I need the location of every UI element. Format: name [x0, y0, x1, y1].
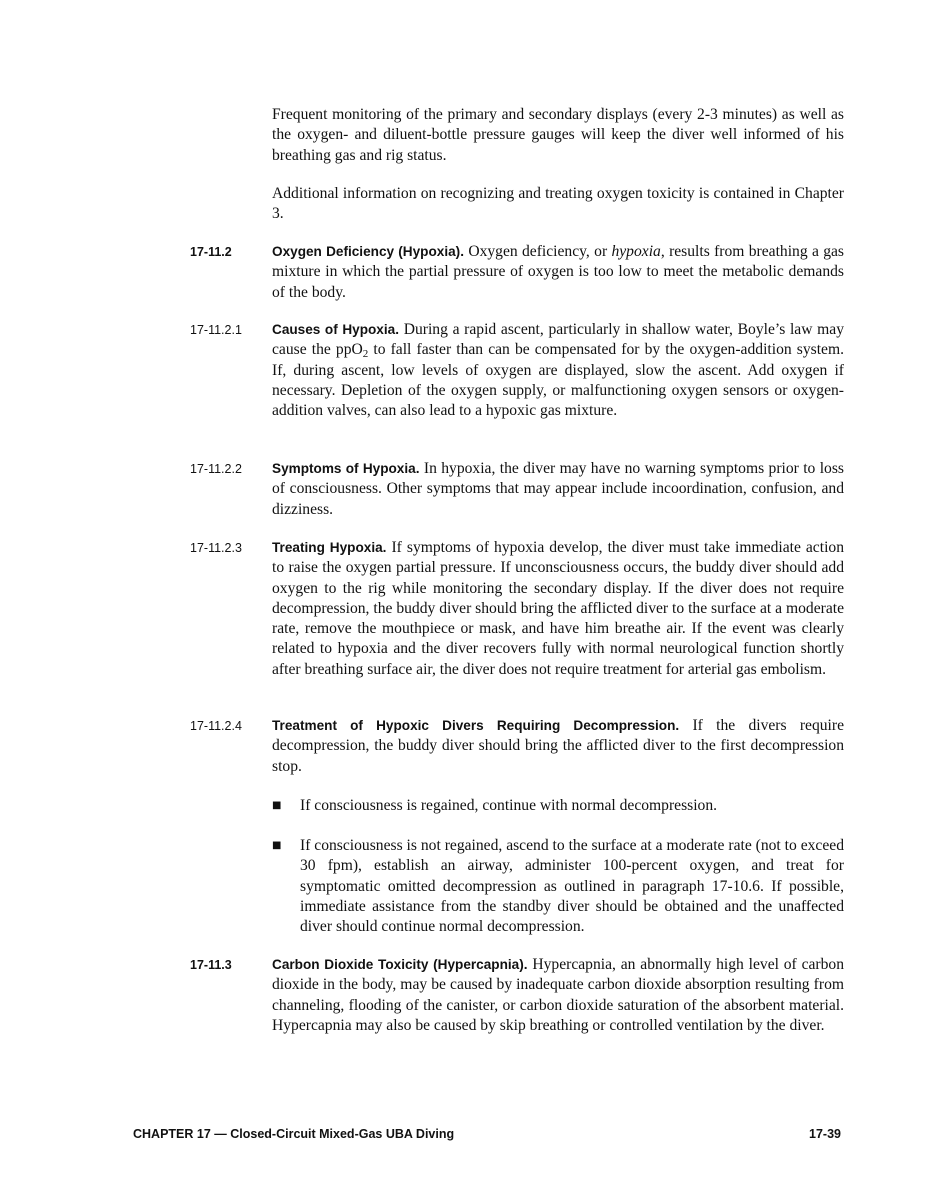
footer-chapter-title: CHAPTER 17 — Closed-Circuit Mixed-Gas UBA Diving: [133, 1127, 455, 1141]
subscript: 2: [362, 348, 369, 361]
section-text: During a rapid ascent, particularly in shallow water, Boyle’s law may cause the ppO: [272, 321, 845, 359]
section-heading: Causes of Hypoxia.: [272, 322, 399, 337]
section-number: 17-11.2.2: [190, 462, 242, 476]
section-text: Oxygen deficiency, or: [468, 243, 612, 260]
square-bullet-icon: ■: [272, 840, 282, 851]
italic-term: hypoxia: [611, 243, 661, 260]
section-text: to fall faster than can be compensated for by the oxygen-addition system. If, during ascent, low levels of oxygen are displayed, slow the ascent. Add oxygen if necessary. Depletion of the oxygen supply, or malfunctioning oxygen sensors or oxygen-addition valves, can also lead to a hypoxic gas mixture.: [272, 341, 844, 420]
section-number: 17-11.2.3: [190, 541, 242, 555]
bullet-item: If consciousness is regained, continue with normal decompression.: [300, 797, 718, 814]
section-text: If the divers require decompression, the buddy diver should bring the afflicted diver to the first decompression stop.: [272, 717, 844, 775]
section-paragraph: [272, 242, 844, 303]
section-heading: Treatment of Hypoxic Divers Requiring Decompression.: [272, 718, 680, 733]
section-text: , results from breathing a gas mixture in which the partial pressure of oxygen is too low to meet the metabolic demands of the body.: [272, 243, 844, 301]
section-number: 17-11.2.1: [190, 323, 242, 337]
section-paragraph: [272, 716, 844, 777]
body-paragraph: Frequent monitoring of the primary and secondary displays (every 2-3 minutes) as well as the oxygen- and diluent-bottle pressure gauges will keep the diver well informed of his breathing gas and rig status.: [272, 106, 844, 164]
section-heading: Oxygen Deficiency (Hypoxia).: [272, 244, 464, 259]
section-text: If symptoms of hypoxia develop, the diver must take immediate action to raise the oxygen partial pressure. If unconsciousness occurs, the buddy diver should add oxygen to the rig while monitoring the secondary display. If the diver does not require decompression, the buddy diver should bring the afflicted diver to the surface at a moderate rate, remove the mouthpiece or mask, and have him breathe air. If the event was clearly related to hypoxia and the diver recovers fully with normal neurological function shortly after breathing surface air, the diver does not require treatment for arterial gas embolism.: [272, 539, 844, 678]
body-paragraph: Additional information on recognizing and treating oxygen toxicity is contained in Chapter 3.: [272, 185, 844, 223]
section-text: Hypercapnia, an abnormally high level of carbon dioxide in the body, may be caused by inadequate carbon dioxide absorption resulting from channeling, flooding of the canister, or carbon dioxide saturation of the absorbent material. Hypercapnia may also be caused by skip breathing or controlled ventilation by the diver.: [272, 956, 844, 1034]
section-number: 17-11.2.4: [190, 719, 242, 733]
section-heading: Carbon Dioxide Toxicity (Hypercapnia).: [272, 957, 528, 972]
square-bullet-icon: ■: [272, 800, 282, 811]
section-text: In hypoxia, the diver may have no warning symptoms prior to loss of consciousness. Other symptoms that may appear include incoordination, confusion, and dizziness.: [272, 460, 844, 518]
section-paragraph: [272, 955, 844, 1036]
section-paragraph: [272, 538, 844, 680]
footer-page-number: 17-39: [809, 1127, 841, 1141]
section-heading: Treating Hypoxia.: [272, 540, 387, 555]
section-heading: Symptoms of Hypoxia.: [272, 461, 420, 476]
section-paragraph: [272, 459, 844, 520]
section-number: 17-11.3: [190, 958, 232, 972]
bullet-item: If consciousness is not regained, ascend to the surface at a moderate rate (not to exceed 30 fpm), establish an airway, administer 100-percent oxygen, and treat for symptomatic omitted decompression as outlined in paragraph 17-10.6. If possible, immediate assistance from the standby diver should be obtained and the unaffected diver should continue normal decompression.: [300, 837, 844, 936]
section-paragraph: [272, 320, 844, 421]
section-number: 17-11.2: [190, 245, 232, 259]
